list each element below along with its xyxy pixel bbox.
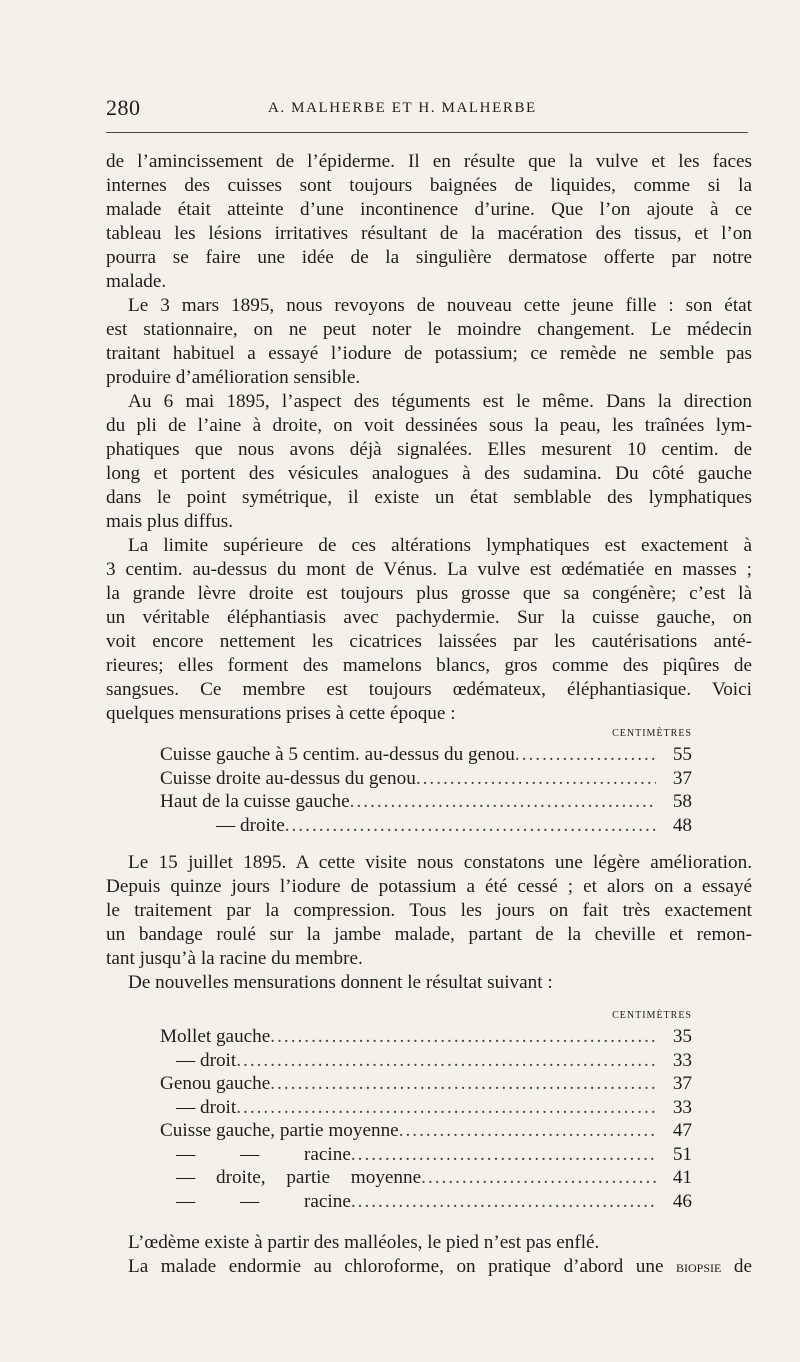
leader-dots bbox=[416, 768, 656, 790]
row-label: — — racine bbox=[176, 1190, 351, 1212]
table-row bbox=[160, 791, 692, 815]
leader-dots bbox=[270, 1073, 656, 1095]
row-value: 33 bbox=[672, 1049, 692, 1071]
leader-dots bbox=[351, 1144, 656, 1166]
text-line: internes des cuisses sont toujours baignées de liquides, comme si la bbox=[106, 175, 752, 196]
leader-dots bbox=[515, 744, 656, 766]
leader-dots bbox=[351, 1191, 656, 1213]
text-line: un bandage roulé sur la jambe malade, partant de la cheville et remon- bbox=[106, 924, 752, 945]
leader-dots bbox=[236, 1050, 656, 1072]
table-row bbox=[160, 1167, 692, 1191]
row-label: — droite bbox=[216, 814, 285, 836]
text-block-2 bbox=[106, 851, 752, 995]
text-line: dans le point symétrique, il existe un état semblable des lymphatiques bbox=[106, 487, 752, 508]
text-fragment: La malade endormie au chloroforme, on pratique d’abord une bbox=[128, 1256, 664, 1277]
row-label: Cuisse droite au-dessus du genou bbox=[160, 767, 416, 789]
row-value: 51 bbox=[672, 1143, 692, 1165]
text-line: 3 centim. au-dessus du mont de Vénus. La vulve est œdématiée en masses ; bbox=[106, 559, 752, 580]
table-row bbox=[160, 815, 692, 839]
table-row bbox=[160, 1191, 692, 1215]
text-line: est stationnaire, on ne peut noter le moindre changement. Le médecin bbox=[106, 319, 752, 340]
row-label: — droit bbox=[176, 1096, 237, 1118]
row-value: 58 bbox=[672, 791, 692, 812]
table-row bbox=[160, 1073, 692, 1097]
leader-dots bbox=[421, 1167, 656, 1189]
text-line: Au 6 mai 1895, l’aspect des téguments est le même. Dans la direction bbox=[128, 391, 752, 412]
table-row bbox=[160, 1050, 692, 1074]
row-value: 37 bbox=[672, 1073, 692, 1094]
measurement-table-2 bbox=[160, 1010, 692, 1214]
table-row bbox=[160, 768, 692, 792]
table-row bbox=[160, 744, 692, 768]
text-line: pourra se faire une idée de la singulière dermatose offerte par notre bbox=[106, 247, 752, 268]
row-value: 47 bbox=[672, 1120, 692, 1141]
text-line: mais plus diffus. bbox=[106, 511, 234, 532]
text-line: quelques mensurations prises à cette époque : bbox=[106, 703, 456, 724]
text-line: long et portent des vésicules analogues à des sudamina. Du côté gauche bbox=[106, 463, 752, 484]
text-line: L’œdème existe à partir des malléoles, le pied n’est pas enflé. bbox=[128, 1232, 600, 1253]
header-rule bbox=[106, 132, 748, 133]
text-block-1 bbox=[106, 150, 752, 726]
text-line: la grande lèvre droite est toujours plus grosse que sa congénère; c’est là bbox=[106, 583, 752, 604]
row-label: — — racine bbox=[176, 1143, 351, 1165]
table-row bbox=[160, 1097, 692, 1121]
text-fragment: de bbox=[733, 1256, 753, 1277]
text-line: traitant habituel a essayé l’iodure de potassium; ce remède ne semble pas bbox=[106, 343, 752, 364]
leader-dots bbox=[236, 1097, 656, 1119]
table-caption: CENTIMÈTRES bbox=[612, 728, 692, 739]
leader-dots bbox=[285, 815, 656, 837]
row-label: Haut de la cuisse gauche bbox=[160, 791, 350, 812]
text-line: Le 15 juillet 1895. A cette visite nous constatons une légère amélioration. bbox=[128, 852, 752, 873]
row-value: 33 bbox=[672, 1096, 692, 1118]
running-head: A. MALHERBE ET H. MALHERBE bbox=[268, 100, 537, 116]
text-line: La limite supérieure de ces altérations lymphatiques est exactement à bbox=[128, 535, 752, 556]
text-line: rieures; elles forment des mamelons blancs, gros comme des piqûres de bbox=[106, 655, 752, 676]
leader-dots bbox=[270, 1026, 656, 1048]
text-line: le traitement par la compression. Tous les jours on fait très exactement bbox=[106, 900, 752, 921]
text-line: malade était atteinte d’une incontinence d’urine. Que l’on ajoute à ce bbox=[106, 199, 752, 220]
row-label: — droite, partie moyenne bbox=[176, 1167, 422, 1188]
text-line: un véritable éléphantiasis avec pachydermie. Sur la cuisse gauche, on bbox=[106, 607, 752, 628]
text-line: voit encore nettement les cicatrices laissées par les cautérisations anté- bbox=[106, 631, 752, 652]
biopsie-term: biopsie bbox=[676, 1257, 722, 1276]
text-line: De nouvelles mensurations donnent le résultat suivant : bbox=[128, 972, 553, 993]
leader-dots bbox=[399, 1120, 656, 1142]
table-row bbox=[160, 1120, 692, 1144]
text-line bbox=[106, 1255, 752, 1279]
row-value: 41 bbox=[672, 1167, 692, 1188]
table-row bbox=[160, 1026, 692, 1050]
text-block-3 bbox=[106, 1231, 752, 1279]
row-value: 35 bbox=[672, 1026, 692, 1047]
measurement-table-1 bbox=[160, 728, 692, 838]
text-line: Depuis quinze jours l’iodure de potassium a été cessé ; et alors on a essayé bbox=[106, 876, 752, 897]
text-line: produire d’amélioration sensible. bbox=[106, 367, 361, 388]
text-line: Le 3 mars 1895, nous revoyons de nouveau cette jeune fille : son état bbox=[128, 295, 752, 316]
row-value: 37 bbox=[672, 767, 692, 789]
table-row bbox=[160, 1144, 692, 1168]
row-value: 48 bbox=[672, 814, 692, 836]
row-value: 55 bbox=[672, 744, 692, 765]
text-line: sangsues. Ce membre est toujours œdémateux, éléphantiasique. Voici bbox=[106, 679, 752, 700]
page-number: 280 bbox=[106, 95, 141, 120]
text-line: phatiques que nous avons déjà signalées. Elles mesurent 10 centim. de bbox=[106, 439, 752, 460]
row-label: Mollet gauche bbox=[160, 1026, 271, 1047]
row-label: Cuisse gauche, partie moyenne bbox=[160, 1120, 399, 1141]
row-label: Genou gauche bbox=[160, 1073, 271, 1094]
text-line: du pli de l’aine à droite, on voit dessinées sous la peau, les traînées lym- bbox=[106, 415, 752, 436]
page-header bbox=[106, 95, 748, 125]
table-caption: CENTIMÈTRES bbox=[612, 1010, 692, 1021]
text-line: tant jusqu’à la racine du membre. bbox=[106, 948, 363, 969]
row-label: — droit bbox=[176, 1049, 237, 1071]
text-line: malade. bbox=[106, 271, 167, 292]
row-value: 46 bbox=[672, 1190, 692, 1212]
row-label: Cuisse gauche à 5 centim. au-dessus du genou bbox=[160, 744, 515, 765]
leader-dots bbox=[350, 791, 656, 813]
text-line: de l’amincissement de l’épiderme. Il en résulte que la vulve et les faces bbox=[106, 151, 752, 172]
text-line: tableau les lésions irritatives résultant de la macération des tissus, et l’on bbox=[106, 223, 752, 244]
